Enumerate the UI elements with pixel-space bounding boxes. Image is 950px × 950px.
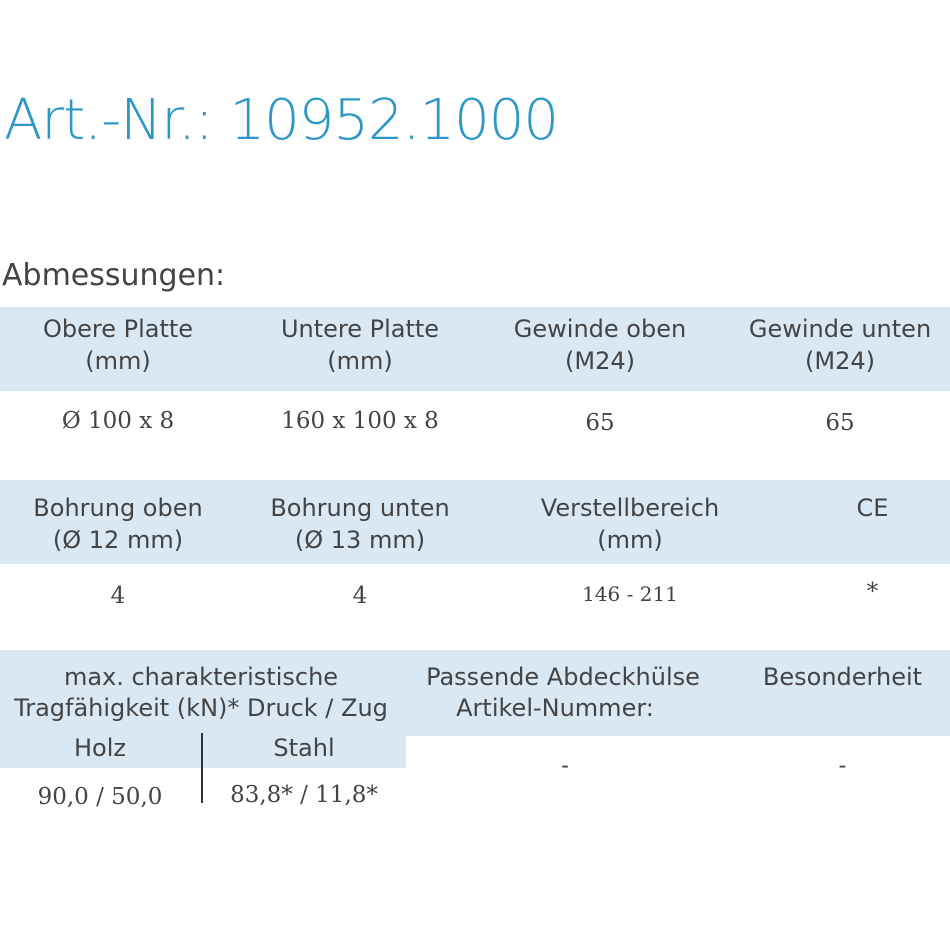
table1-header-gewinde-oben: Gewinde oben (M24) — [513, 315, 687, 375]
table1-header-gewinde-unten: Gewinde unten (M24) — [748, 315, 932, 375]
table1-value-gewinde-oben: 65 — [585, 410, 615, 436]
table3-divider-holz-stahl — [201, 733, 203, 803]
table2-header-bohrung-oben: Bohrung oben (Ø 12 mm) — [33, 494, 203, 554]
table3-header-special: Besonderheit — [762, 663, 923, 691]
table2-value-ce: * — [866, 579, 879, 605]
table1-value-obere-platte: Ø 100 x 8 — [61, 408, 175, 434]
table1-value-gewinde-unten: 65 — [825, 410, 855, 436]
table3-subheader-stahl: Stahl — [273, 734, 335, 762]
table2-header-ce: CE — [856, 494, 889, 522]
table3-header-article-number: Artikel-Nummer: — [456, 694, 654, 722]
table3-header-cover-sleeve: Passende Abdeckhülse — [426, 663, 700, 691]
table3-value-cover-sleeve: - — [561, 753, 569, 779]
table3-header-load-capacity: max. charakteristische Tragfähigkeit (kN)* Druck / Zug — [14, 663, 388, 722]
table2-value-bohrung-oben: 4 — [110, 583, 126, 609]
table3-value-special: - — [838, 753, 847, 779]
table2-value-bohrung-unten: 4 — [352, 583, 368, 609]
article-number-title: Art.-Nr.: 10952.1000 — [4, 88, 558, 153]
table3-value-holz: 90,0 / 50,0 — [37, 784, 163, 810]
table3-value-stahl: 83,8* / 11,8* — [230, 782, 378, 808]
table2-header-bohrung-unten: Bohrung unten (Ø 13 mm) — [270, 494, 450, 554]
table1-header-obere-platte: Obere Platte (mm) — [42, 315, 194, 375]
table1-header-untere-platte: Untere Platte (mm) — [280, 315, 440, 375]
table2-value-verstellbereich: 146 - 211 — [582, 582, 678, 606]
table1-value-untere-platte: 160 x 100 x 8 — [281, 408, 439, 434]
table3-subheader-holz: Holz — [74, 734, 126, 762]
table2-header-verstellbereich: Verstellbereich (mm) — [540, 494, 720, 554]
section-label-dimensions: Abmessungen: — [2, 258, 226, 293]
